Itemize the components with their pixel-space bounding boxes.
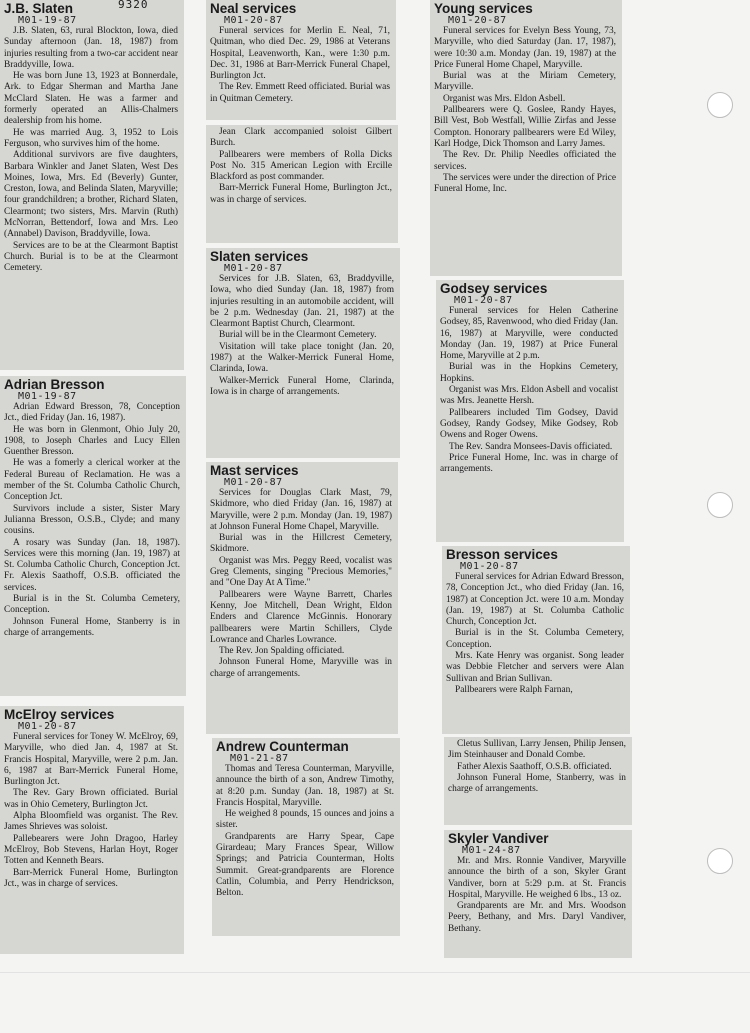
clipping-paragraph: He was married Aug. 3, 1952 to Lois Ferguson, who survives him of the home. [4,127,178,149]
services-clipping [0,706,184,954]
clipping-paragraph: He was born in Glenmont, Ohio July 20, 1908, to Joseph Charles and Lucy Ellen Guenther Bresson. [4,424,180,458]
clipping-paragraph: Mr. and Mrs. Ronnie Vandiver, Maryville announce the birth of a son, Skyler Grant Vandiver, born at 5:29 p.m. at St. Francis Hospital, Maryville. He weighed 6 lbs., 13 oz. [448,856,626,900]
clipping-paragraph: A rosary was Sunday (Jan. 18, 1987). Services were this morning (Jan. 19, 1987) at St. Columba Catholic Church, Conception Jct. Fr. Alexis Saathoff, O.S.B. officiated the services. [4,537,180,593]
clipping-paragraph: Barr-Merrick Funeral Home, Burlington Jct., was in charge of services. [210,183,392,205]
handwritten-date-note: M01-21-87 [230,753,289,764]
clipping-paragraph: Services for J.B. Slaten, 63, Braddyville, Iowa, who died Sunday (Jan. 18, 1987) from injuries resulting in an automobile accident, will be 2 p.m. Wednesday (Jan. 21, 1987) at the Clearmont Baptist Church, Clearmont. [210,274,394,330]
clipping-paragraph: The Rev. Jon Spalding officiated. [219,646,345,657]
services-clipping [436,280,624,542]
clipping-paragraph: Adrian Edward Bresson, 78, Conception Jct., died Friday (Jan. 16, 1987). [4,402,180,424]
clipping-paragraph: Funeral services for Merlin E. Neal, 71, Quitman, who died Dec. 29, 1986 at Veterans Hospital, Leavenworth, Kan., were 1:30 p.m. Dec. 31, 1986 at Barr-Merrick Funeral Chapel, Burlington Jct. [210,26,390,82]
birth-announcement-clipping [212,738,400,936]
clipping-paragraph: Visitation will take place tonight (Jan. 20, 1987) at the Walker-Merrick Funeral Home, Clarinda, Iowa. [210,341,394,375]
clipping-paragraph: Pallbearers were Wayne Barrett, Charles Kenny, Joe Mitchell, Dean Wright, Eldon Enders and Clarence McGinnis. Honorary pallbearers were Martin Schillers, Clyde Lowrance and Charles Lowrance. [210,589,392,645]
clipping-paragraph: He was born June 13, 1923 at Bonnerdale, Ark. to Edgar Sherman and Martha Jane McClard Slaten. He was a farmer and formerly operated an Allis-Chalmers dealership from his home. [4,71,178,127]
clipping-paragraph: Burial was at the Miriam Cemetery, Maryville. [434,71,616,93]
page-edge [0,972,750,973]
clipping-headline: Slaten services [210,249,309,264]
services-clipping-continued [444,737,632,825]
clipping-paragraph: Walker-Merrick Funeral Home, Clarinda, Iowa is in charge of arrangements. [210,375,394,397]
clipping-paragraph: Funeral services for Evelyn Bess Young, 73, Maryville, who died Saturday (Jan. 17, 1987), were 10:30 a.m. Monday (Jan. 19, 1987) at the Price Funeral Home Chapel, Maryville. [434,26,616,70]
clipping-paragraph: Alpha Bloomfield was organist. The Rev. James Shrieves was soloist. [4,811,178,833]
services-clipping [206,248,400,458]
services-clipping [430,0,622,276]
handwritten-date-note: M01-19-87 [18,391,77,402]
clipping-paragraph: Thomas and Teresa Counterman, Maryville, announce the birth of a son, Andrew Timothy, at 8:20 p.m. Sunday (Jan. 18, 1987) at St. Francis Hospital, Maryville. [216,764,394,808]
services-clipping-continued [206,125,398,243]
clipping-paragraph: Burial is in the St. Columba Cemetery, Conception. [4,594,180,616]
clipping-paragraph: Additional survivors are five daughters, Barbara Winkler and Janet Slaten, West Des Moines, Iowa, Mrs. Ed (Beverly) Gunter, Creston, Iowa, and Belinda Slaten, Maryville; four grandchildren; a brother, Richard Slaten, Clearmont; two sisters, Mrs. Marvin (Ruth) McNorran, Bettendorf, Iowa and Mrs. Leo (Annabel) Davison, Braddyville, Iowa. [4,150,178,240]
clipping-paragraph: Burial is in the St. Columba Cemetery, Conception. [446,628,624,650]
clipping-paragraph: Funeral services for Toney W. McElroy, 69, Maryville, who died Jan. 4, 1987 at St. Francis Hospital, Maryville, were 2 p.m. Jan. 6, 1987 at Barr-Merrick Funeral Home, Burlington Jct. [4,732,178,788]
clipping-paragraph: Burial was in the Hillcrest Cemetery, Skidmore. [210,533,392,555]
clipping-paragraph: Services for Douglas Clark Mast, 79, Skidmore, who died Friday (Jan. 16, 1987) at Maryville, were 2 p.m. Monday (Jan. 19, 1987) at Johnson Funeral Home Chapel, Maryville. [210,488,392,532]
handwritten-date-note: M01-20-87 [18,721,77,732]
clipping-paragraph: Funeral services for Helen Catherine Godsey, 85, Ravenwood, who died Friday (Jan. 16, 1987) at Maryville, were conducted Monday (Jan. 19, 1987) at Price Funeral Home, Maryville at 2 p.m. [440,306,619,362]
clipping-paragraph: The Rev. Dr. Philip Needles officiated the services. [434,150,616,172]
handwritten-page-number: 9320 [118,0,149,11]
handwritten-date-note: M01-20-87 [448,15,507,26]
clipping-headline: Young services [434,1,533,16]
clipping-paragraph: Organist was Mrs. Eldon Asbell and vocalist was Mrs. Jeanette Hersh. [440,385,618,407]
clipping-paragraph: Pallbearers included Tim Godsey, David Godsey, Randy Godsey, Mike Godsey, Rob Owens and Roger Owens. [440,407,618,441]
handwritten-date-note: M01-24-87 [462,845,521,856]
clipping-paragraph: Price Funeral Home, Inc. was in charge of arrangements. [440,452,618,475]
clipping-paragraph: Johnson Funeral Home, Stanberry is in charge of arrangements. [4,616,180,638]
birth-announcement-clipping [444,830,632,958]
clipping-paragraph: He weighed 8 pounds, 15 ounces and joins a sister. [216,809,394,831]
clipping-paragraph: Barr-Merrick Funeral Home, Burlington Jct., was in charge of services. [4,867,178,889]
clipping-paragraph: The Rev. Emmett Reed officiated. Burial was in Quitman Cemetery. [210,82,390,104]
clipping-paragraph: Services are to be at the Clearmont Baptist Church. Burial is to be at the Clearmont Cemetery. [4,240,178,274]
clipping-paragraph: Pallbearers were Q. Goslee, Randy Hayes, Bill Vest, Bob Westfall, Willie Zirfas and Jesse Compton. Honorary pallbearers were Ed Wiley, Karl Hodge, Dick Thomson and Larry James. [434,105,616,149]
clipping-paragraph: Organist was Mrs. Eldon Asbell. [443,93,566,104]
handwritten-date-note: M01-20-87 [224,477,283,488]
clipping-paragraph: Organist was Mrs. Peggy Reed, vocalist was Greg Clements, singing "Precious Memories," and "One Day At A Time." [210,555,392,589]
clipping-headline: Skyler Vandiver [448,831,549,846]
clipping-headline: McElroy services [4,707,115,722]
clipping-paragraph: Father Alexis Saathoff, O.S.B. officiated. [457,761,612,772]
clipping-paragraph: Pallbearers were Ralph Farnan, [455,684,573,695]
clipping-paragraph: Grandparents are Mr. and Mrs. Woodson Peery, Bethany, and Mrs. Daryl Vandiver, Bethany. [448,901,626,934]
binder-hole [707,92,733,118]
clipping-paragraph: Funeral services for Adrian Edward Bresson, 78, Conception Jct., who died Friday (Jan. 16, 1987) at Conception Jct. were 10 a.m. Monday (Jan. 19, 1987) at St. Columba Catholic Church, Conception Jct. [446,572,624,628]
clipping-paragraph: Burial will be in the Clearmont Cemetery. [219,330,377,341]
clipping-paragraph: Johnson Funeral Home, Stanberry, was in charge of arrangements. [448,772,626,795]
obituary-clipping [0,0,184,370]
handwritten-date-note: M01-20-87 [454,295,513,306]
services-clipping [442,546,630,734]
clipping-paragraph: The Rev. Sandra Monsees-Davis officiated. [449,441,613,452]
clipping-headline: Adrian Bresson [4,377,105,392]
clipping-paragraph: Johnson Funeral Home, Maryville was in charge of arrangements. [210,657,392,679]
clipping-paragraph: He was a fomerly a clerical worker at the Federal Bureau of Reclamation. He was a member of the St. Columba Catholic Church, Conception Jct. [4,458,180,503]
clipping-paragraph: Burial was in the Hopkins Cemetery, Hopkins. [440,362,618,384]
obituary-clipping [0,376,186,696]
clipping-headline: J.B. Slaten [4,1,74,16]
clipping-paragraph: Pallebearers were John Dragoo, Harley McElroy, Bob Stevens, Harlan Hoyt, Roger Totten and Kenneth Bears. [4,833,178,867]
clipping-paragraph: The Rev. Gary Brown officiated. Burial was in Ohio Cemetery, Burlington Jct. [4,788,178,810]
services-clipping [206,0,396,120]
clipping-paragraph: Jean Clark accompanied soloist Gilbert Burch. [210,127,392,149]
clipping-paragraph: The services were under the direction of Price Funeral Home, Inc. [434,172,616,195]
clipping-headline: Neal services [210,1,297,16]
clipping-paragraph: Grandparents are Harry Spear, Cape Girardeau; Mary Frances Spear, Willow Springs; and Patricia Counterman, Holts Summit. Great-grandparents are Florence Catlin, Columbia, and Perry Hendrickson, Belton. [216,831,394,899]
handwritten-date-note: M01-19-87 [18,15,77,26]
clipping-headline: Godsey services [440,281,548,296]
services-clipping [206,462,398,734]
clipping-paragraph: Mrs. Kate Henry was organist. Song leader was Debbie Fletcher and servers were Alan Sullivan and Brian Sullivan. [446,651,624,684]
clipping-paragraph: Survivors include a sister, Sister Mary Julianna Bresson, O.S.B., Clyde; and many cousins. [4,503,180,537]
clipping-headline: Bresson services [446,547,558,562]
handwritten-date-note: M01-20-87 [460,561,519,572]
handwritten-date-note: M01-20-87 [224,263,283,274]
clipping-paragraph: Cletus Sullivan, Larry Jensen, Philip Jensen, Jim Steinhauser and Donald Combe. [448,739,626,761]
clipping-paragraph: Pallbearers were members of Rolla Dicks Post No. 315 American Legion with Ercille Blackford as post commander. [210,149,392,183]
clipping-headline: Andrew Counterman [216,739,349,754]
clipping-paragraph: J.B. Slaten, 63, rural Blockton, Iowa, died Sunday afternoon (Jan. 18, 1987) from injuries resulting from a two-car accident near Braddyville, Iowa. [4,26,178,70]
clipping-headline: Mast services [210,463,299,478]
binder-hole [707,848,733,874]
binder-hole [707,492,733,518]
handwritten-date-note: M01-20-87 [224,15,283,26]
